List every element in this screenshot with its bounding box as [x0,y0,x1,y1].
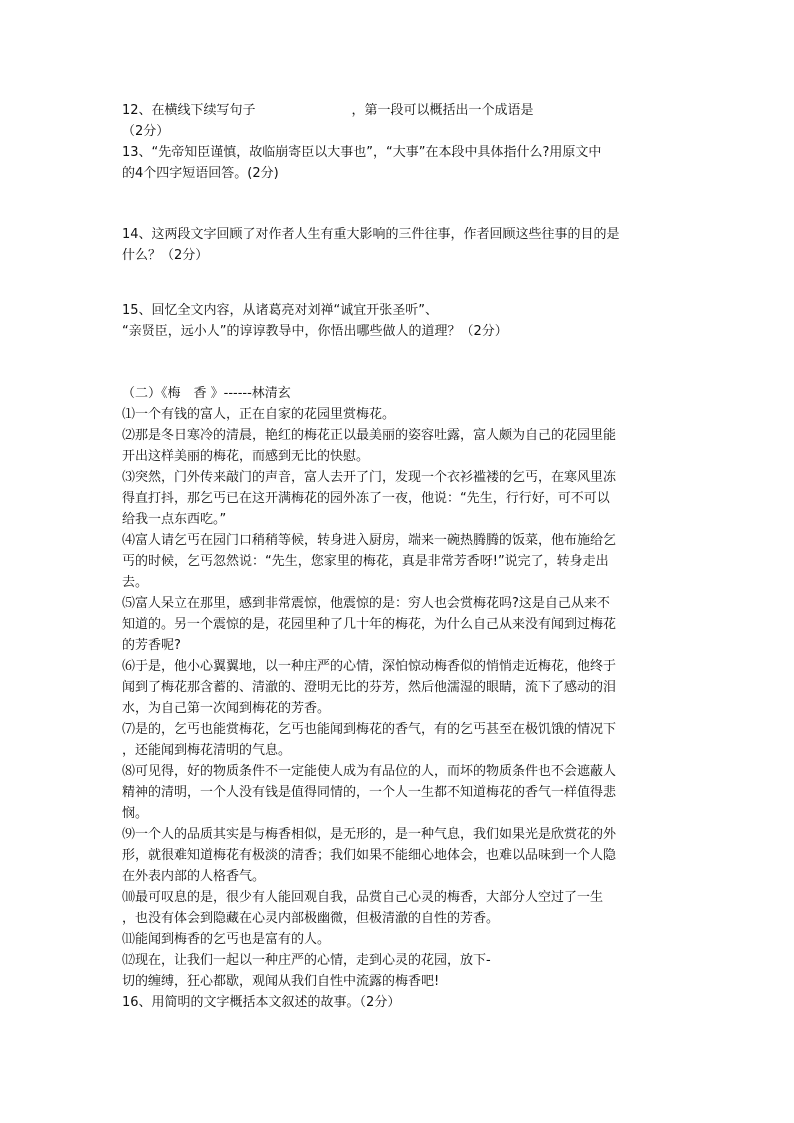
article-line: ⑹于是，他小心翼翼地，以一种庄严的心情，深怕惊动梅香似的悄悄走近梅花，他终于 [122,659,617,674]
question-14-line1: 14、这两段文字回顾了对作者人生有重大影响的三件往事，作者回顾这些往事的目的是 [122,227,620,242]
question-15-line2: “亲贤臣，远小人”的谆谆教导中，你悟出哪些做人的道理？（2分） [122,324,508,339]
article-section [122,383,670,1013]
article-line: ⑶突然，门外传来敲门的声音，富人去开了门，发现一个衣衫褴褛的乞丐，在寒风里冻 [122,470,617,485]
question-13 [122,142,670,184]
article-line: 切的缠缚，狂心都歇，观闻从我们自性中流露的梅香吧! [122,974,440,989]
article-line: ⑸富人呆立在那里，感到非常震惊，他震惊的是：穷人也会赏梅花吗?这是自己从来不 [122,596,610,611]
article-line: 的芳香呢? [122,638,181,653]
article-line: ⑷富人请乞丐在园门口稍稍等候，转身进入厨房，端来一碗热腾腾的饭菜，他布施给乞 [122,533,617,548]
article-line: 水，为自己第一次闻到梅花的芳香。 [122,701,331,716]
article-line: 得直打抖，那乞丐已在这开满梅花的园外冻了一夜，他说：“先生，行行好，可不可以 [122,491,610,506]
question-16: 16、用简明的文字概括本文叙述的故事。（2分） [122,995,401,1010]
article-line: 在外表内部的人格香气。 [122,869,266,884]
article-line: 去。 [122,575,149,590]
article-line: ⑺是的，乞丐也能赏梅花，乞丐也能闻到梅花的香气，有的乞丐甚至在极饥饿的情况下 [122,722,617,737]
article-line: 开出这样美丽的梅花，而感到无比的快慰。 [122,449,370,464]
article-line: ⑴一个有钱的富人，正在自家的花园里赏梅花。 [122,407,396,422]
article-line: ⑿现在，让我们一起以一种庄严的心情，走到心灵的花园，放下- [122,953,491,968]
article-line: ⑼一个人的品质其实是与梅香相似，是无形的，是一种气息，我们如果光是欣赏花的外 [122,827,617,842]
question-13-line1: 13、“先帝知臣谨慎，故临崩寄臣以大事也”，“大事”在本段中具体指什么?用原文中 [122,145,602,160]
question-14-line2: 什么？（2分） [122,248,209,263]
article-line: ⑵那是冬日寒冷的清晨，艳红的梅花正以最美丽的姿容吐露，富人颇为自己的花园里能 [122,428,617,443]
answer-blank [256,100,352,121]
question-12-score: （2分） [122,124,170,139]
article-line: ⑾能闻到梅香的乞丐也是富有的人。 [122,932,331,947]
article-line: 闻到了梅花那含蓄的、清澈的、澄明无比的芬芳，然后他濡湿的眼睛，流下了感动的泪 [122,680,617,695]
article-line: 悯。 [122,806,149,821]
article-line: ，也没有体会到隐藏在心灵内部极幽微，但极清澈的自性的芳香。 [122,911,500,926]
article-line: ⑻可见得，好的物质条件不一定能使人成为有品位的人，而坏的物质条件也不会遮蔽人 [122,764,617,779]
article-line: 形，就很难知道梅花有极淡的清香；我们如果不能细心地体会，也难以品味到一个人隐 [122,848,617,863]
question-12-prompt-cont: ，第一段可以概括出一个成语是 [351,103,534,118]
question-15-line1: 15、回忆全文内容，从诸葛亮对刘禅“诚宜开张圣听”、 [122,303,439,318]
question-12-prompt: 12、在横线下续写句子 [122,103,256,118]
question-15 [122,300,670,342]
article-line: ，还能闻到梅花清明的气息。 [122,743,292,758]
question-12 [122,100,670,142]
question-14 [122,224,670,266]
question-13-line2: 的4个四字短语回答。(2分) [122,166,279,181]
article-heading: （二）《梅 香 》------林清玄 [122,386,291,401]
article-line: 知道的。另一个震惊的是，花园里种了几十年的梅花，为什么自己从来没有闻到过梅花 [122,617,617,632]
question-12-line1 [122,100,670,121]
article-line: 丐的时候，乞丐忽然说：“先生，您家里的梅花，真是非常芳香呀!”说完了，转身走出 [122,554,609,569]
article-line: 给我一点东西吃。” [122,512,227,527]
article-line: ⑽最可叹息的是，很少有人能回观自我，品赏自己心灵的梅香，大部分人空过了一生 [122,890,604,905]
article-line: 精神的清明，一个人没有钱是值得同情的，一个人一生都不知道梅花的香气一样值得悲 [122,785,617,800]
